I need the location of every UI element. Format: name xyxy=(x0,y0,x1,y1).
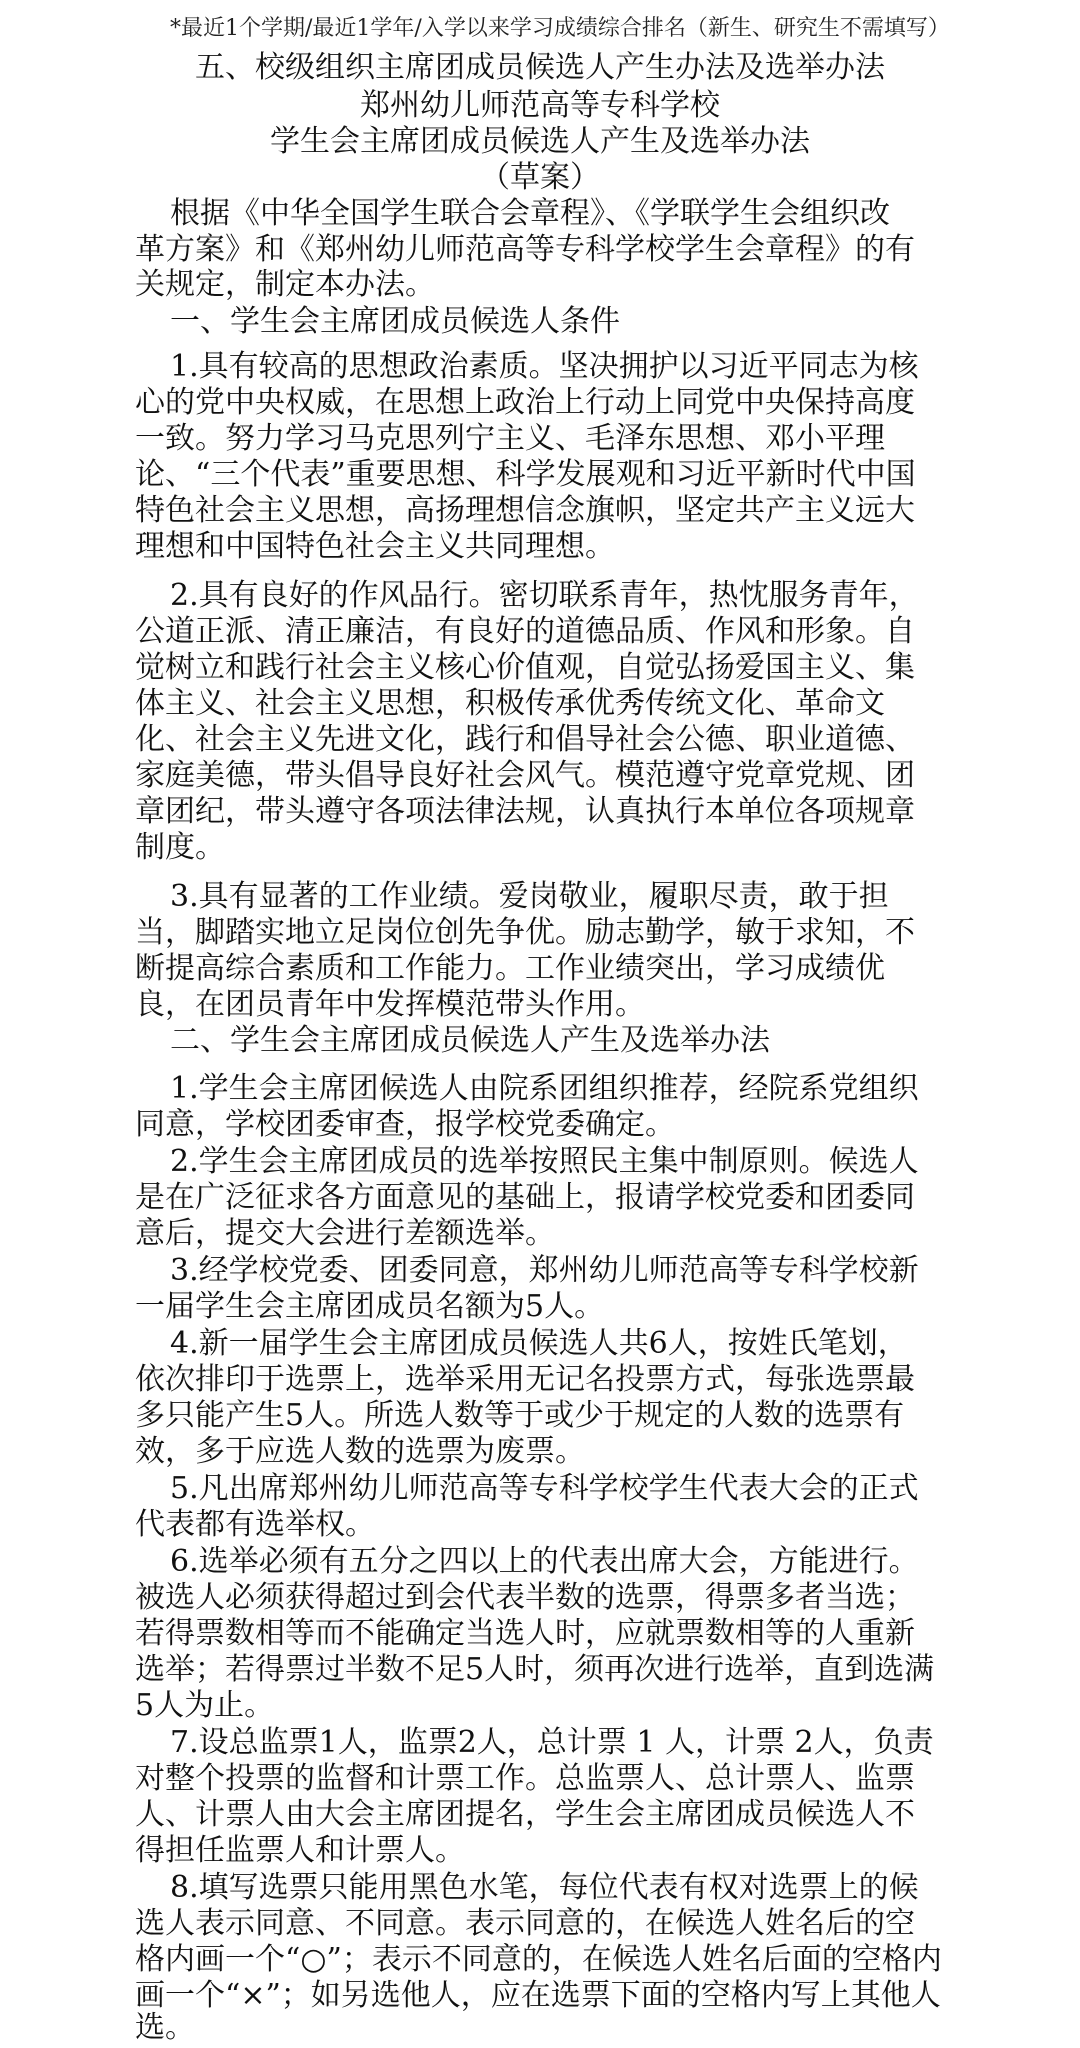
clause-2-1-line: 同意，学校团委审查，报学校党委确定。 xyxy=(135,1107,675,1142)
clause-2-6-line: 5人为止。 xyxy=(135,1688,275,1723)
clause-2-4-line: 4.新一届学生会主席团成员候选人共6人，按姓氏笔划， xyxy=(170,1326,908,1361)
clause-1-2-line: 公道正派、清正廉洁，有良好的道德品质、作风和形象。自 xyxy=(135,614,915,649)
clause-2-4-line: 依次排印于选票上，选举采用无记名投票方式，每张选票最 xyxy=(135,1362,915,1397)
document-title: 学生会主席团成员候选人产生及选举办法 xyxy=(270,124,810,159)
clause-2-6-line: 被选人必须获得超过到会代表半数的选票，得票多者当选； xyxy=(135,1580,915,1615)
clause-2-3-line: 3.经学校党委、团委同意，郑州幼儿师范高等专科学校新 xyxy=(170,1253,919,1288)
section-one-heading: 一、学生会主席团成员候选人条件 xyxy=(170,304,620,339)
clause-1-1-line: 特色社会主义思想，高扬理想信念旗帜，坚定共产主义远大 xyxy=(135,493,915,528)
clause-2-4-line: 多只能产生5人。所选人数等于或少于规定的人数的选票有 xyxy=(135,1398,905,1433)
clause-2-8-line: 选人表示同意、不同意。表示同意的，在候选人姓名后的空 xyxy=(135,1906,915,1941)
clause-2-7-line: 人、计票人由大会主席团提名，学生会主席团成员候选人不 xyxy=(135,1797,915,1832)
clause-2-3-line: 一届学生会主席团成员名额为5人。 xyxy=(135,1289,605,1324)
clause-2-4-line: 效，多于应选人数的选票为废票。 xyxy=(135,1434,585,1469)
clause-2-2-line: 意后，提交大会进行差额选举。 xyxy=(135,1216,555,1251)
clause-2-8-line: 画一个“×”；如另选他人，应在选票下面的空格内写上其他人 xyxy=(135,1978,941,2013)
clause-2-7-line: 对整个投票的监督和计票工作。总监票人、总计票人、监票 xyxy=(135,1761,915,1796)
section-two-heading: 二、学生会主席团成员候选人产生及选举办法 xyxy=(170,1023,770,1058)
clause-1-2-line: 章团纪，带头遵守各项法律法规，认真执行本单位各项规章 xyxy=(135,794,915,829)
clause-1-1-line: 1.具有较高的思想政治素质。坚决拥护以习近平同志为核 xyxy=(170,349,919,384)
intro-line: 根据《中华全国学生联合会章程》、《学联学生会组织改 xyxy=(170,196,890,231)
ranking-footnote: *最近1个学期/最近1学年/入学以来学习成绩综合排名（新生、研究生不需填写） xyxy=(170,16,950,41)
draft-label: （草案） xyxy=(480,160,600,195)
clause-1-3-line: 当，脚踏实地立足岗位创先争优。励志勤学，敏于求知，不 xyxy=(135,915,915,950)
clause-2-7-line: 7.设总监票1人，监票2人，总计票 1 人，计票 2人，负责 xyxy=(170,1725,934,1760)
section-five-heading: 五、校级组织主席团成员候选人产生办法及选举办法 xyxy=(195,50,885,85)
clause-2-8-line: 格内画一个“○”；表示不同意的，在候选人姓名后面的空格内 xyxy=(135,1942,942,1977)
clause-1-2-line: 化、社会主义先进文化，践行和倡导社会公德、职业道德、 xyxy=(135,722,915,757)
clause-1-1-line: 理想和中国特色社会主义共同理想。 xyxy=(135,529,615,564)
intro-line: 关规定，制定本办法。 xyxy=(135,267,435,302)
clause-1-3-line: 断提高综合素质和工作能力。工作业绩突出，学习成绩优 xyxy=(135,951,885,986)
clause-2-8-line: 选。 xyxy=(135,2010,195,2045)
clause-2-5-line: 5.凡出席郑州幼儿师范高等专科学校学生代表大会的正式 xyxy=(170,1471,919,1506)
clause-2-2-line: 是在广泛征求各方面意见的基础上，报请学校党委和团委同 xyxy=(135,1180,915,1215)
clause-2-8-line: 8.填写选票只能用黑色水笔，每位代表有权对选票上的候 xyxy=(170,1870,919,1905)
clause-1-1-line: 论、“三个代表”重要思想、科学发展观和习近平新时代中国 xyxy=(135,457,916,492)
clause-1-2-line: 2.具有良好的作风品行。密切联系青年，热忱服务青年， xyxy=(170,578,919,613)
clause-1-1-line: 一致。努力学习马克思列宁主义、毛泽东思想、邓小平理 xyxy=(135,421,885,456)
clause-1-3-line: 良，在团员青年中发挥模范带头作用。 xyxy=(135,987,645,1022)
clause-1-3-line: 3.具有显著的工作业绩。爱岗敬业，履职尽责，敢于担 xyxy=(170,879,889,914)
clause-1-1-line: 心的党中央权威，在思想上政治上行动上同党中央保持高度 xyxy=(135,385,915,420)
clause-2-7-line: 得担任监票人和计票人。 xyxy=(135,1833,465,1868)
intro-line: 革方案》和《郑州幼儿师范高等专科学校学生会章程》的有 xyxy=(135,232,915,267)
clause-1-2-line: 家庭美德，带头倡导良好社会风气。模范遵守党章党规、团 xyxy=(135,758,915,793)
clause-2-6-line: 若得票数相等而不能确定当选人时，应就票数相等的人重新 xyxy=(135,1616,915,1651)
clause-2-6-line: 选举；若得票过半数不足5人时，须再次进行选举，直到选满 xyxy=(135,1652,935,1687)
clause-1-2-line: 体主义、社会主义思想，积极传承优秀传统文化、革命文 xyxy=(135,686,885,721)
clause-2-5-line: 代表都有选举权。 xyxy=(135,1507,375,1542)
clause-1-2-line: 制度。 xyxy=(135,830,225,865)
clause-2-1-line: 1.学生会主席团候选人由院系团组织推荐，经院系党组织 xyxy=(170,1071,919,1106)
clause-1-2-line: 觉树立和践行社会主义核心价值观，自觉弘扬爱国主义、集 xyxy=(135,650,915,685)
clause-2-6-line: 6.选举必须有五分之四以上的代表出席大会，方能进行。 xyxy=(170,1544,919,1579)
clause-2-2-line: 2.学生会主席团成员的选举按照民主集中制原则。候选人 xyxy=(170,1144,919,1179)
school-name-title: 郑州幼儿师范高等专科学校 xyxy=(360,88,720,123)
